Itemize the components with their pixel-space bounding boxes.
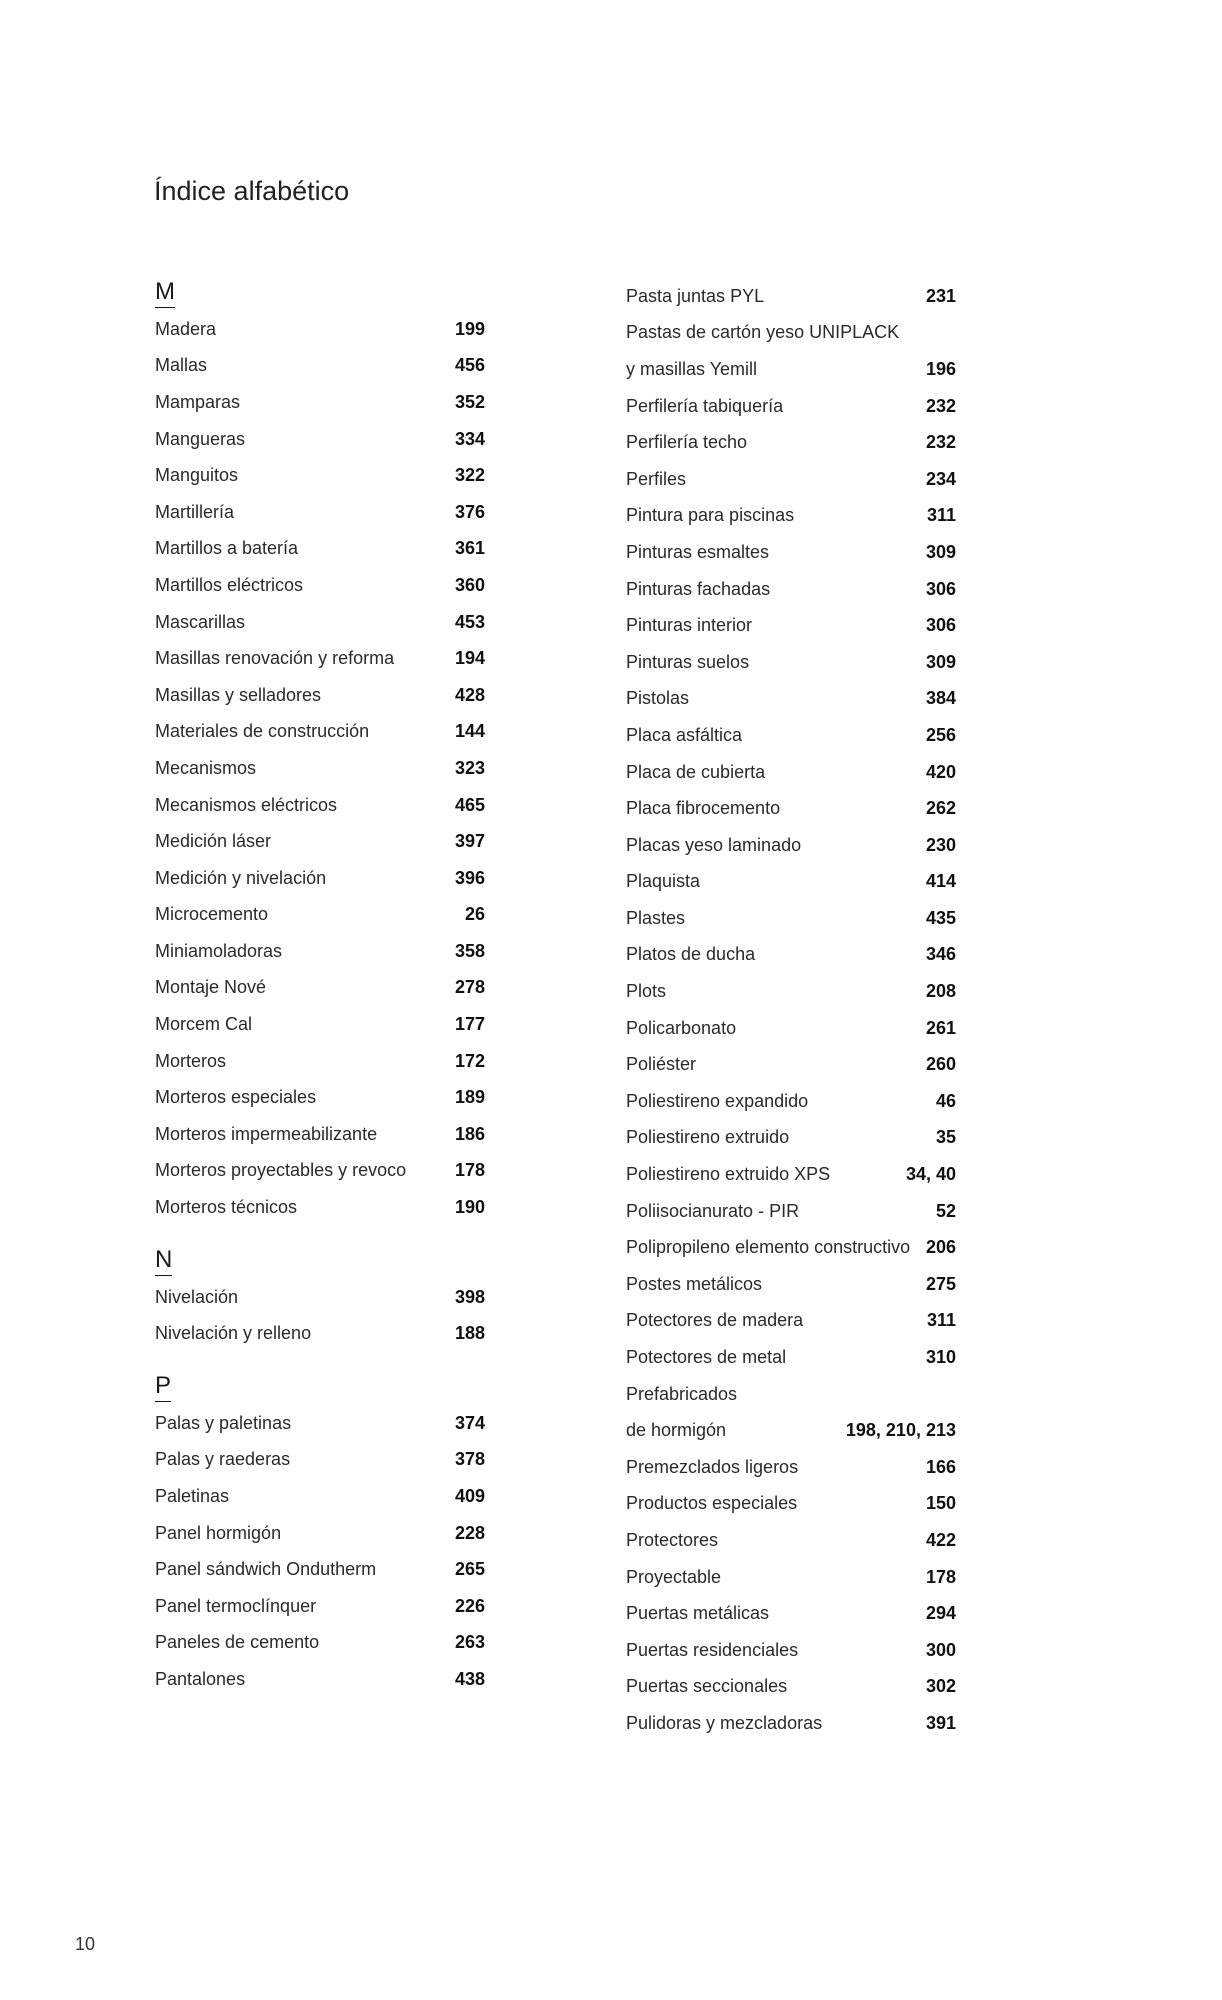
index-term: Montaje Nové xyxy=(155,977,267,998)
index-term: Palas y raederas xyxy=(155,1449,291,1470)
index-entry xyxy=(626,1632,956,1669)
index-term: Pasta juntas PYL xyxy=(626,285,765,306)
index-entry xyxy=(626,571,956,608)
index-entry xyxy=(626,461,956,498)
index-entry xyxy=(155,970,485,1007)
index-page-ref: 465 xyxy=(454,794,485,815)
index-entry xyxy=(626,1339,956,1376)
index-page-ref: 397 xyxy=(454,831,485,852)
index-term: Nivelación y relleno xyxy=(155,1323,312,1344)
index-page-ref: 422 xyxy=(925,1529,956,1550)
index-page-ref: 311 xyxy=(926,505,956,526)
index-entry xyxy=(626,1705,956,1742)
index-page-ref: 300 xyxy=(925,1639,956,1660)
index-page-ref: 322 xyxy=(454,465,485,486)
index-page-ref: 230 xyxy=(925,834,956,855)
index-page-ref: 398 xyxy=(454,1286,485,1307)
index-term: Proyectable xyxy=(626,1566,722,1587)
index-term: Medición láser xyxy=(155,831,272,852)
index-entry xyxy=(155,457,485,494)
index-page-ref: 228 xyxy=(454,1522,485,1543)
index-term: Martillería xyxy=(155,501,235,522)
index-entry xyxy=(626,900,956,937)
index-page-ref: 310 xyxy=(925,1347,956,1368)
index-page-ref: 302 xyxy=(925,1676,956,1697)
index-term: Puertas metálicas xyxy=(626,1603,770,1624)
index-page-ref: 196 xyxy=(925,358,956,379)
index-entry xyxy=(626,827,956,864)
index-term: Martillos eléctricos xyxy=(155,574,304,595)
index-term: Protectores xyxy=(626,1529,719,1550)
index-term: Nivelación xyxy=(155,1286,239,1307)
index-page-ref: 178 xyxy=(454,1160,485,1181)
index-entry xyxy=(626,607,956,644)
index-entry xyxy=(626,973,956,1010)
index-term: Paneles de cemento xyxy=(155,1632,320,1653)
index-entry xyxy=(155,1153,485,1190)
index-term: Masillas renovación y reforma xyxy=(155,648,395,669)
index-entry xyxy=(155,897,485,934)
index-page-ref: 150 xyxy=(925,1493,956,1514)
index-term: Palas y paletinas xyxy=(155,1412,292,1433)
index-term: Masillas y selladores xyxy=(155,684,322,705)
index-page-ref: 186 xyxy=(454,1123,485,1144)
index-page-ref: 323 xyxy=(454,757,485,778)
index-page-ref: 231 xyxy=(925,285,956,306)
page-number: 10 xyxy=(75,1934,96,1954)
index-entry xyxy=(155,933,485,970)
index-term: Mallas xyxy=(155,355,208,376)
index-term: Poliisocianurato - PIR xyxy=(626,1200,800,1221)
index-entry xyxy=(626,388,956,425)
index-page-ref: 189 xyxy=(454,1087,485,1108)
index-entry xyxy=(155,1588,485,1625)
index-term: Pantalones xyxy=(155,1668,246,1689)
page-title: Índice alfabético xyxy=(154,176,350,206)
index-entry xyxy=(155,1405,485,1442)
index-column-left xyxy=(155,277,485,1717)
index-entry xyxy=(626,1083,956,1120)
index-term: Martillos a batería xyxy=(155,538,299,559)
index-term: Policarbonato xyxy=(626,1017,737,1038)
index-term: Productos especiales xyxy=(626,1493,798,1514)
index-entry xyxy=(155,1189,485,1226)
index-entry xyxy=(626,1559,956,1596)
index-page-ref: 311 xyxy=(926,1310,956,1331)
index-entry xyxy=(155,1079,485,1116)
index-page-ref: 262 xyxy=(925,798,956,819)
index-entry xyxy=(626,1412,956,1449)
index-term: Puertas residenciales xyxy=(626,1639,799,1660)
index-term: Morteros xyxy=(155,1050,227,1071)
index-page-ref: 346 xyxy=(925,944,956,965)
index-term: Pistolas xyxy=(626,688,690,709)
index-page-ref: 208 xyxy=(925,981,956,1002)
index-term: Perfilería techo xyxy=(626,432,748,453)
index-entry xyxy=(626,1193,956,1230)
index-entry xyxy=(626,1010,956,1047)
index-page-ref: 166 xyxy=(925,1456,956,1477)
index-term: Platos de ducha xyxy=(626,944,756,965)
index-entry xyxy=(626,1120,956,1157)
index-page-ref: 46 xyxy=(935,1090,956,1111)
index-page-ref: 144 xyxy=(454,721,485,742)
index-term: Pinturas fachadas xyxy=(626,578,771,599)
index-page-ref: 34, 40 xyxy=(905,1164,956,1185)
index-entry xyxy=(626,937,956,974)
index-term: Placa de cubierta xyxy=(626,761,766,782)
index-page-ref: 256 xyxy=(925,724,956,745)
index-column-right xyxy=(626,278,956,1742)
index-entry xyxy=(155,384,485,421)
index-entry xyxy=(155,1625,485,1662)
index-term: Poliéster xyxy=(626,1054,697,1075)
index-entry xyxy=(155,1442,485,1479)
index-term: Plaquista xyxy=(626,871,701,892)
index-entry xyxy=(155,421,485,458)
index-term: Premezclados ligeros xyxy=(626,1456,799,1477)
index-entry xyxy=(155,823,485,860)
index-term: Manguitos xyxy=(155,465,239,486)
index-entry xyxy=(155,531,485,568)
index-page-ref: 190 xyxy=(454,1197,485,1218)
index-term: Morcem Cal xyxy=(155,1014,253,1035)
index-page-ref: 226 xyxy=(454,1595,485,1616)
index-page-ref: 435 xyxy=(925,907,956,928)
index-term: Morteros impermeabilizante xyxy=(155,1123,378,1144)
index-page-ref: 438 xyxy=(454,1668,485,1689)
index-page-ref: 352 xyxy=(454,391,485,412)
index-page-ref: 334 xyxy=(454,428,485,449)
index-page-ref: 260 xyxy=(925,1054,956,1075)
index-page-ref: 278 xyxy=(454,977,485,998)
index-term: Pintura para piscinas xyxy=(626,505,795,526)
index-page-ref: 178 xyxy=(925,1566,956,1587)
index-entry xyxy=(155,1478,485,1515)
index-entry xyxy=(626,1303,956,1340)
index-page-ref: 263 xyxy=(454,1632,485,1653)
index-section xyxy=(155,1245,485,1352)
index-entry xyxy=(155,1279,485,1316)
index-page-ref: 306 xyxy=(925,615,956,636)
index-term: Mecanismos xyxy=(155,757,257,778)
index-page-ref: 378 xyxy=(454,1449,485,1470)
index-term: Madera xyxy=(155,318,217,339)
index-entry xyxy=(155,567,485,604)
index-term: Placa fibrocemento xyxy=(626,798,781,819)
index-page-ref: 396 xyxy=(454,867,485,888)
index-page-ref: 358 xyxy=(454,940,485,961)
index-entry xyxy=(155,311,485,348)
index-term: Panel sándwich Ondutherm xyxy=(155,1559,377,1580)
index-term: Pulidoras y mezcladoras xyxy=(626,1712,823,1733)
index-term: Placas yeso laminado xyxy=(626,834,802,855)
index-term: Morteros técnicos xyxy=(155,1197,298,1218)
index-entry xyxy=(626,498,956,535)
section-letter: P xyxy=(155,1371,171,1402)
section-letter: N xyxy=(155,1245,172,1276)
index-term: Postes metálicos xyxy=(626,1273,763,1294)
index-entry xyxy=(155,604,485,641)
index-section xyxy=(155,1371,485,1698)
index-term: Placa asfáltica xyxy=(626,724,743,745)
index-term: Panel termoclínquer xyxy=(155,1595,317,1616)
index-entry xyxy=(155,677,485,714)
index-term: Potectores de madera xyxy=(626,1310,804,1331)
index-entry xyxy=(626,534,956,571)
index-page-ref: 26 xyxy=(464,904,485,925)
index-page-ref: 306 xyxy=(925,578,956,599)
index-page-ref: 35 xyxy=(935,1127,956,1148)
index-entry xyxy=(155,750,485,787)
index-page-ref: 265 xyxy=(454,1559,485,1580)
index-entry xyxy=(155,860,485,897)
index-term: Poliestireno extruido xyxy=(626,1127,790,1148)
index-entry xyxy=(626,1522,956,1559)
index-entry xyxy=(626,278,956,315)
index-term: Perfilería tabiquería xyxy=(626,395,784,416)
section-letter: M xyxy=(155,277,175,308)
index-entry xyxy=(626,1449,956,1486)
index-entry xyxy=(155,1551,485,1588)
index-page-ref: 361 xyxy=(454,538,485,559)
index-section xyxy=(155,277,485,1226)
index-entry xyxy=(626,1595,956,1632)
index-page-ref: 188 xyxy=(454,1323,485,1344)
index-page-ref: 206 xyxy=(925,1237,956,1258)
index-page-ref: 194 xyxy=(454,648,485,669)
index-term: Pinturas esmaltes xyxy=(626,541,770,562)
index-term: Mascarillas xyxy=(155,611,246,632)
index-page-ref: 261 xyxy=(925,1017,956,1038)
index-page-ref: 360 xyxy=(454,574,485,595)
index-page-ref: 294 xyxy=(925,1603,956,1624)
index-page-ref: 384 xyxy=(925,688,956,709)
index-entry xyxy=(626,717,956,754)
index-page-ref: 453 xyxy=(454,611,485,632)
index-term: Morteros proyectables y revoco xyxy=(155,1160,407,1181)
index-page-ref: 414 xyxy=(925,871,956,892)
index-page-ref: 376 xyxy=(454,501,485,522)
index-term: Pinturas interior xyxy=(626,615,753,636)
index-term: Paletinas xyxy=(155,1486,230,1507)
index-term: de hormigón xyxy=(626,1420,727,1441)
index-term: Mecanismos eléctricos xyxy=(155,794,338,815)
index-term: Pastas de cartón yeso UNIPLACK xyxy=(626,322,900,343)
index-page-ref: 409 xyxy=(454,1486,485,1507)
index-term: Poliestireno expandido xyxy=(626,1090,809,1111)
index-entry xyxy=(626,754,956,791)
index-entry xyxy=(626,864,956,901)
index-term: Pinturas suelos xyxy=(626,651,750,672)
index-entry xyxy=(155,494,485,531)
index-term: Poliestireno extruido XPS xyxy=(626,1164,831,1185)
index-entry xyxy=(155,1043,485,1080)
index-page-ref: 232 xyxy=(925,395,956,416)
index-term: Polipropileno elemento constructivo xyxy=(626,1237,911,1258)
index-entry xyxy=(626,351,956,388)
index-page-ref: 275 xyxy=(925,1273,956,1294)
index-term: Mangueras xyxy=(155,428,246,449)
index-entry xyxy=(626,315,956,352)
index-page-ref: 309 xyxy=(925,651,956,672)
index-page-ref: 420 xyxy=(925,761,956,782)
index-entry xyxy=(626,1266,956,1303)
index-entry xyxy=(626,1046,956,1083)
index-term: Miniamoladoras xyxy=(155,940,283,961)
index-page-ref: 456 xyxy=(454,355,485,376)
index-page-ref: 199 xyxy=(454,318,485,339)
index-entry xyxy=(626,790,956,827)
index-page-ref: 52 xyxy=(935,1200,956,1221)
index-term: Materiales de construcción xyxy=(155,721,370,742)
index-term: Medición y nivelación xyxy=(155,867,327,888)
index-entry xyxy=(155,714,485,751)
index-entry xyxy=(155,348,485,385)
index-term: Perfiles xyxy=(626,468,687,489)
index-entry xyxy=(626,644,956,681)
index-page-ref: 198, 210, 213 xyxy=(845,1420,956,1441)
index-entry xyxy=(155,1315,485,1352)
index-term: Prefabricados xyxy=(626,1383,738,1404)
index-entry xyxy=(155,1116,485,1153)
index-term: Panel hormigón xyxy=(155,1522,282,1543)
index-term: Plastes xyxy=(626,907,686,928)
index-term: y masillas Yemill xyxy=(626,358,758,379)
index-page-ref: 309 xyxy=(925,541,956,562)
index-entry xyxy=(626,681,956,718)
index-term: Morteros especiales xyxy=(155,1087,317,1108)
index-page-ref: 172 xyxy=(454,1050,485,1071)
index-page-ref: 232 xyxy=(925,432,956,453)
index-entry xyxy=(155,1515,485,1552)
index-page-ref: 428 xyxy=(454,684,485,705)
index-term: Mamparas xyxy=(155,391,241,412)
index-entry xyxy=(155,1661,485,1698)
index-page-ref: 391 xyxy=(925,1712,956,1733)
index-page-ref: 234 xyxy=(925,468,956,489)
index-page-ref: 374 xyxy=(454,1412,485,1433)
index-page-ref: 177 xyxy=(454,1014,485,1035)
index-entry xyxy=(155,787,485,824)
index-entry xyxy=(155,640,485,677)
index-term: Potectores de metal xyxy=(626,1347,787,1368)
index-entry xyxy=(155,1006,485,1043)
index-entry xyxy=(626,1376,956,1413)
index-entry xyxy=(626,1669,956,1706)
index-term: Plots xyxy=(626,981,667,1002)
index-term: Microcemento xyxy=(155,904,269,925)
index-entry xyxy=(626,424,956,461)
index-entry xyxy=(626,1486,956,1523)
index-entry xyxy=(626,1229,956,1266)
index-entry xyxy=(626,1156,956,1193)
index-term: Puertas seccionales xyxy=(626,1676,788,1697)
